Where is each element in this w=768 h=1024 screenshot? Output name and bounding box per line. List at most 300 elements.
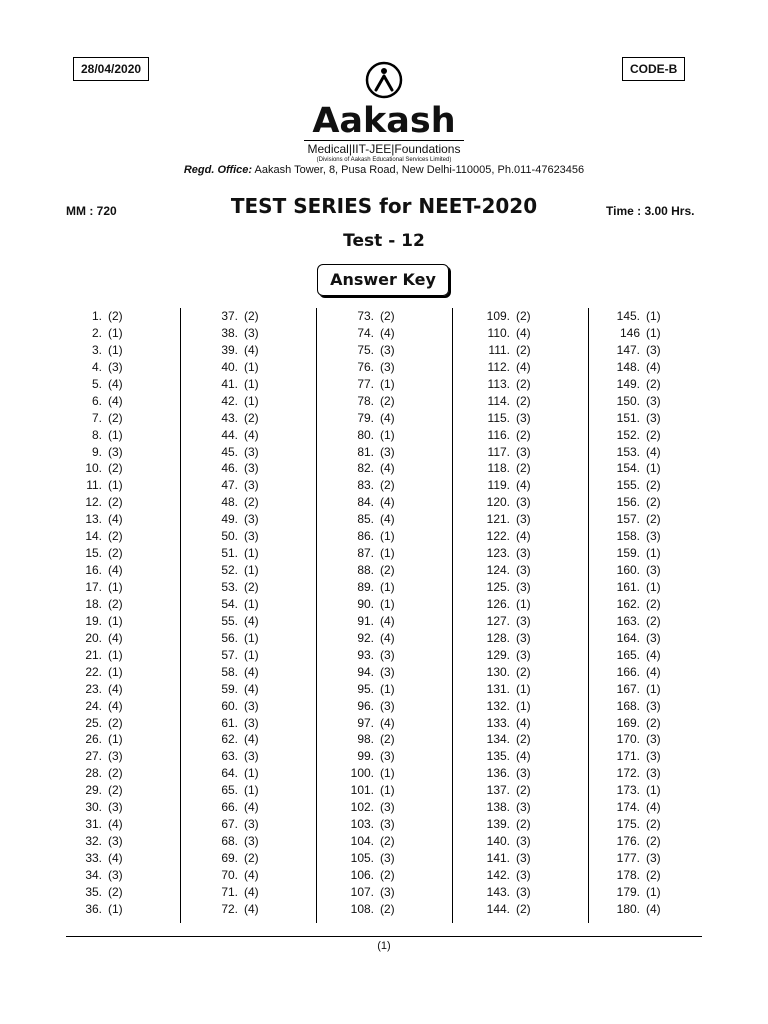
answer-row	[470, 833, 580, 850]
answer-option: (3)	[646, 630, 661, 645]
question-number: 150.	[616, 393, 640, 408]
answer-option: (4)	[516, 529, 531, 544]
answer-row	[470, 427, 580, 444]
question-number: 121.	[486, 512, 510, 527]
question-number: 167.	[616, 681, 640, 696]
answer-option: (2)	[646, 427, 661, 442]
question-number: 38.	[221, 325, 238, 340]
answer-row	[600, 427, 710, 444]
question-number: 130.	[486, 664, 510, 679]
answer-option: (4)	[244, 613, 259, 628]
question-number: 127.	[486, 613, 510, 628]
test-number: Test - 12	[343, 231, 425, 251]
answer-row	[470, 325, 580, 342]
question-number: 109.	[486, 309, 510, 323]
answer-row	[198, 427, 308, 444]
brand-name: Aakash	[312, 101, 456, 141]
answer-option: (4)	[516, 749, 531, 764]
question-number: 154.	[616, 461, 640, 476]
answer-option: (4)	[380, 410, 395, 425]
question-number: 144.	[486, 901, 510, 916]
answer-option: (2)	[516, 732, 531, 747]
answer-row	[62, 613, 172, 630]
answer-row	[600, 715, 710, 732]
question-number: 29.	[85, 783, 102, 798]
answer-option: (2)	[380, 393, 395, 408]
answer-option: (1)	[380, 766, 395, 781]
answer-row	[62, 850, 172, 867]
answer-option: (3)	[516, 580, 531, 594]
question-number: 81.	[357, 444, 374, 459]
answer-option: (3)	[516, 563, 531, 578]
answer-option: (3)	[108, 749, 123, 764]
answer-option: (4)	[244, 884, 259, 899]
question-number: 108.	[350, 901, 374, 916]
question-number: 112.	[487, 359, 510, 374]
answer-option: (2)	[108, 529, 123, 544]
answer-row	[470, 393, 580, 410]
question-number: 151.	[616, 410, 640, 425]
question-number: 49.	[221, 512, 238, 527]
answer-row	[334, 494, 444, 511]
answer-option: (3)	[646, 342, 661, 357]
answer-option: (3)	[646, 393, 661, 408]
answer-option: (4)	[108, 851, 123, 865]
answer-option: (3)	[646, 529, 661, 544]
question-number: 20.	[85, 630, 102, 645]
question-number: 106.	[350, 867, 374, 882]
answer-column-2	[198, 308, 308, 918]
answer-row	[198, 833, 308, 850]
question-number: 11.	[86, 478, 102, 493]
answer-row	[600, 393, 710, 410]
answer-option: (3)	[244, 749, 259, 764]
answer-row	[470, 731, 580, 748]
answer-option: (2)	[108, 495, 123, 510]
aakash-logo	[300, 60, 468, 164]
question-number: 163.	[616, 613, 640, 628]
answer-option: (4)	[380, 495, 395, 510]
answer-option: (4)	[244, 427, 259, 442]
question-number: 63.	[221, 749, 238, 764]
answer-row	[470, 681, 580, 698]
answer-row	[334, 596, 444, 613]
answer-option: (1)	[646, 546, 661, 561]
answer-option: (1)	[646, 783, 661, 798]
answer-option: (2)	[516, 901, 531, 916]
answer-row	[470, 698, 580, 715]
answer-option: (2)	[108, 546, 123, 561]
answer-option: (3)	[108, 800, 123, 815]
answer-option: (4)	[516, 715, 531, 730]
answer-column-4	[470, 308, 580, 918]
answer-option: (4)	[516, 478, 531, 493]
question-number: 137.	[486, 783, 510, 798]
answer-row	[600, 494, 710, 511]
answer-option: (1)	[380, 783, 395, 798]
answer-option: (3)	[646, 698, 661, 713]
answer-option: (3)	[244, 715, 259, 730]
answer-option: (1)	[516, 596, 531, 611]
question-number: 73.	[357, 309, 374, 323]
question-number: 111.	[488, 342, 510, 357]
answer-row	[600, 562, 710, 579]
question-number: 157.	[616, 512, 640, 527]
answer-row	[600, 511, 710, 528]
question-number: 86.	[357, 529, 374, 544]
question-number: 94.	[357, 664, 374, 679]
answer-option: (3)	[108, 834, 123, 849]
answer-row	[334, 901, 444, 918]
answer-option: (2)	[380, 563, 395, 578]
answer-row	[334, 799, 444, 816]
question-number: 139.	[486, 817, 510, 832]
answer-row	[334, 681, 444, 698]
answer-option: (2)	[646, 376, 661, 391]
answer-option: (1)	[108, 732, 123, 747]
question-number: 152.	[616, 427, 640, 442]
answer-option: (2)	[108, 766, 123, 781]
answer-row	[600, 308, 710, 325]
answer-option: (3)	[380, 698, 395, 713]
answer-option: (2)	[108, 783, 123, 798]
answer-row	[600, 884, 710, 901]
answer-row	[62, 647, 172, 664]
answer-row	[62, 630, 172, 647]
answer-option: (4)	[380, 613, 395, 628]
question-number: 45.	[221, 444, 238, 459]
question-number: 134.	[486, 732, 510, 747]
answer-row	[600, 647, 710, 664]
answer-option: (2)	[646, 715, 661, 730]
answer-option: (3)	[244, 529, 259, 544]
answer-row	[334, 477, 444, 494]
question-number: 110.	[487, 325, 510, 340]
answer-option: (3)	[646, 749, 661, 764]
question-number: 159.	[616, 546, 640, 561]
answer-option: (3)	[516, 410, 531, 425]
answer-row	[334, 850, 444, 867]
answer-option: (2)	[108, 461, 123, 476]
question-number: 149.	[616, 376, 640, 391]
answer-option: (1)	[380, 546, 395, 561]
question-number: 133.	[486, 715, 510, 730]
answer-row	[62, 596, 172, 613]
brand-tagline: Medical|IIT-JEE|Foundations	[304, 140, 464, 156]
answer-option: (3)	[108, 867, 123, 882]
date-box: 28/04/2020	[73, 57, 149, 81]
answer-row	[470, 511, 580, 528]
answer-row	[600, 630, 710, 647]
question-number: 53.	[221, 580, 238, 594]
question-number: 25.	[85, 715, 102, 730]
question-number: 116.	[487, 427, 510, 442]
answer-option: (2)	[516, 309, 531, 323]
question-number: 17.	[85, 580, 102, 594]
question-number: 176.	[616, 834, 640, 849]
question-number: 14.	[85, 529, 102, 544]
question-number: 115.	[487, 410, 510, 425]
answer-option: (4)	[244, 901, 259, 916]
question-number: 125.	[486, 580, 510, 594]
answer-row	[470, 579, 580, 596]
question-number: 142.	[486, 867, 510, 882]
answer-option: (3)	[380, 359, 395, 374]
answer-option: (1)	[244, 393, 259, 408]
answer-row	[470, 884, 580, 901]
question-number: 89.	[357, 580, 374, 594]
question-number: 22.	[85, 664, 102, 679]
answer-row	[470, 562, 580, 579]
answer-row	[600, 613, 710, 630]
answer-option: (3)	[244, 817, 259, 832]
answer-option: (2)	[244, 309, 259, 323]
answer-row	[334, 427, 444, 444]
answer-row	[470, 799, 580, 816]
question-number: 21.	[85, 647, 102, 662]
answer-row	[334, 613, 444, 630]
question-number: 68.	[221, 834, 238, 849]
question-number: 97.	[357, 715, 374, 730]
question-number: 82.	[357, 461, 374, 476]
answer-option: (3)	[244, 834, 259, 849]
answer-row	[334, 410, 444, 427]
question-number: 107.	[350, 884, 374, 899]
answer-option: (3)	[516, 647, 531, 662]
answer-option: (2)	[516, 461, 531, 476]
answer-row	[470, 477, 580, 494]
answer-option: (3)	[516, 766, 531, 781]
answer-row	[62, 410, 172, 427]
answer-option: (3)	[516, 444, 531, 459]
answer-option: (1)	[646, 325, 661, 340]
answer-option: (3)	[516, 630, 531, 645]
answer-row	[198, 816, 308, 833]
question-number: 47.	[221, 478, 238, 493]
answer-row	[600, 731, 710, 748]
answer-row	[470, 850, 580, 867]
answer-row	[334, 782, 444, 799]
answer-option: (3)	[380, 851, 395, 865]
answer-option: (3)	[380, 749, 395, 764]
answer-option: (2)	[108, 410, 123, 425]
question-number: 102.	[350, 800, 374, 815]
answer-row	[600, 528, 710, 545]
question-number: 119.	[487, 478, 510, 493]
question-number: 177.	[616, 851, 640, 865]
answer-option: (1)	[244, 630, 259, 645]
question-number: 141.	[486, 851, 510, 865]
question-number: 36.	[85, 901, 102, 916]
answer-row	[470, 782, 580, 799]
answer-row	[62, 342, 172, 359]
question-number: 180.	[616, 901, 640, 916]
question-number: 51.	[221, 546, 238, 561]
answer-option: (1)	[244, 376, 259, 391]
answer-option: (4)	[646, 901, 661, 916]
answer-row	[470, 545, 580, 562]
answer-option: (3)	[108, 444, 123, 459]
answer-option: (4)	[380, 461, 395, 476]
question-number: 46.	[221, 461, 238, 476]
answer-row	[470, 596, 580, 613]
answer-row	[334, 511, 444, 528]
answer-row	[62, 444, 172, 461]
answer-option: (2)	[244, 495, 259, 510]
answer-option: (1)	[108, 325, 123, 340]
answer-option: (1)	[108, 427, 123, 442]
question-number: 33.	[85, 851, 102, 865]
question-number: 164.	[616, 630, 640, 645]
question-number: 69.	[221, 851, 238, 865]
question-number: 37.	[221, 309, 238, 323]
question-number: 168.	[616, 698, 640, 713]
question-number: 138.	[486, 800, 510, 815]
answer-row	[62, 748, 172, 765]
question-number: 12.	[85, 495, 102, 510]
answer-option: (1)	[380, 681, 395, 696]
question-number: 99.	[357, 749, 374, 764]
answer-row	[62, 427, 172, 444]
answer-row	[600, 477, 710, 494]
answer-row	[334, 359, 444, 376]
page-title: TEST SERIES for NEET-2020	[230, 194, 538, 218]
answer-option: (1)	[108, 901, 123, 916]
question-number: 131.	[486, 681, 510, 696]
answer-option: (3)	[516, 800, 531, 815]
answer-row	[198, 596, 308, 613]
answer-option: (1)	[244, 563, 259, 578]
answer-row	[600, 359, 710, 376]
answer-option: (1)	[108, 580, 123, 594]
exam-duration: Time : 3.00 Hrs.	[606, 204, 695, 218]
answer-row	[198, 799, 308, 816]
question-number: 42.	[221, 393, 238, 408]
answer-row	[62, 359, 172, 376]
answer-row	[470, 901, 580, 918]
answer-row	[470, 308, 580, 325]
answer-row	[62, 664, 172, 681]
question-number: 16.	[85, 563, 102, 578]
brand-subtagline: (Divisions of Aakash Educational Services Limited)	[316, 157, 452, 163]
answer-option: (4)	[244, 800, 259, 815]
answer-row	[62, 308, 172, 325]
answer-option: (4)	[108, 630, 123, 645]
answer-row	[198, 545, 308, 562]
answer-row	[62, 494, 172, 511]
question-number: 165.	[616, 647, 640, 662]
answer-row	[470, 342, 580, 359]
question-number: 171.	[616, 749, 640, 764]
answer-option: (1)	[380, 427, 395, 442]
answer-option: (3)	[516, 613, 531, 628]
question-number: 43.	[221, 410, 238, 425]
answer-row	[62, 884, 172, 901]
answer-option: (1)	[244, 359, 259, 374]
question-number: 146	[619, 325, 640, 340]
answer-row	[62, 511, 172, 528]
answer-row	[600, 833, 710, 850]
answer-row	[198, 765, 308, 782]
question-number: 98.	[357, 732, 374, 747]
question-number: 7.	[91, 410, 102, 425]
answer-row	[62, 376, 172, 393]
answer-option: (3)	[646, 410, 661, 425]
answer-row	[198, 613, 308, 630]
answer-option: (4)	[108, 698, 123, 713]
answer-option: (4)	[244, 342, 259, 357]
answer-row	[470, 376, 580, 393]
question-number: 54.	[221, 596, 238, 611]
question-number: 143.	[486, 884, 510, 899]
answer-row	[600, 596, 710, 613]
answer-row	[198, 562, 308, 579]
answer-option: (1)	[244, 546, 259, 561]
answer-option: (3)	[516, 851, 531, 865]
answer-option: (3)	[516, 867, 531, 882]
answer-option: (4)	[244, 664, 259, 679]
answer-row	[334, 664, 444, 681]
answer-option: (2)	[646, 512, 661, 527]
answer-row	[470, 867, 580, 884]
question-number: 4.	[91, 359, 102, 374]
answer-row	[198, 681, 308, 698]
answer-row	[334, 630, 444, 647]
answer-option: (4)	[646, 664, 661, 679]
question-number: 135.	[486, 749, 510, 764]
question-number: 19.	[85, 613, 102, 628]
question-number: 87.	[357, 546, 374, 561]
answer-option: (2)	[516, 427, 531, 442]
answer-row	[334, 579, 444, 596]
question-number: 173.	[616, 783, 640, 798]
answer-row	[62, 528, 172, 545]
question-number: 15.	[85, 546, 102, 561]
answer-row	[198, 715, 308, 732]
answer-option: (3)	[244, 512, 259, 527]
question-number: 148.	[616, 359, 640, 374]
answer-row	[334, 342, 444, 359]
question-number: 153.	[616, 444, 640, 459]
answer-option: (4)	[108, 563, 123, 578]
answer-row	[62, 698, 172, 715]
answer-row	[600, 867, 710, 884]
answer-option: (4)	[108, 512, 123, 527]
answer-row	[198, 867, 308, 884]
answer-row	[198, 647, 308, 664]
answer-row	[334, 884, 444, 901]
answer-option: (3)	[516, 546, 531, 561]
answer-row	[62, 325, 172, 342]
answer-row	[470, 765, 580, 782]
answer-row	[334, 715, 444, 732]
answer-option: (1)	[380, 596, 395, 611]
answer-option: (2)	[244, 580, 259, 594]
answer-option: (2)	[646, 596, 661, 611]
answer-option: (3)	[646, 732, 661, 747]
answer-row	[62, 816, 172, 833]
question-number: 56.	[221, 630, 238, 645]
answer-row	[600, 901, 710, 918]
question-number: 100.	[350, 766, 374, 781]
answer-option: (2)	[380, 901, 395, 916]
question-number: 124.	[486, 563, 510, 578]
answer-row	[198, 630, 308, 647]
answer-row	[334, 748, 444, 765]
answer-option: (2)	[516, 664, 531, 679]
question-number: 169.	[616, 715, 640, 730]
answer-option: (4)	[244, 732, 259, 747]
